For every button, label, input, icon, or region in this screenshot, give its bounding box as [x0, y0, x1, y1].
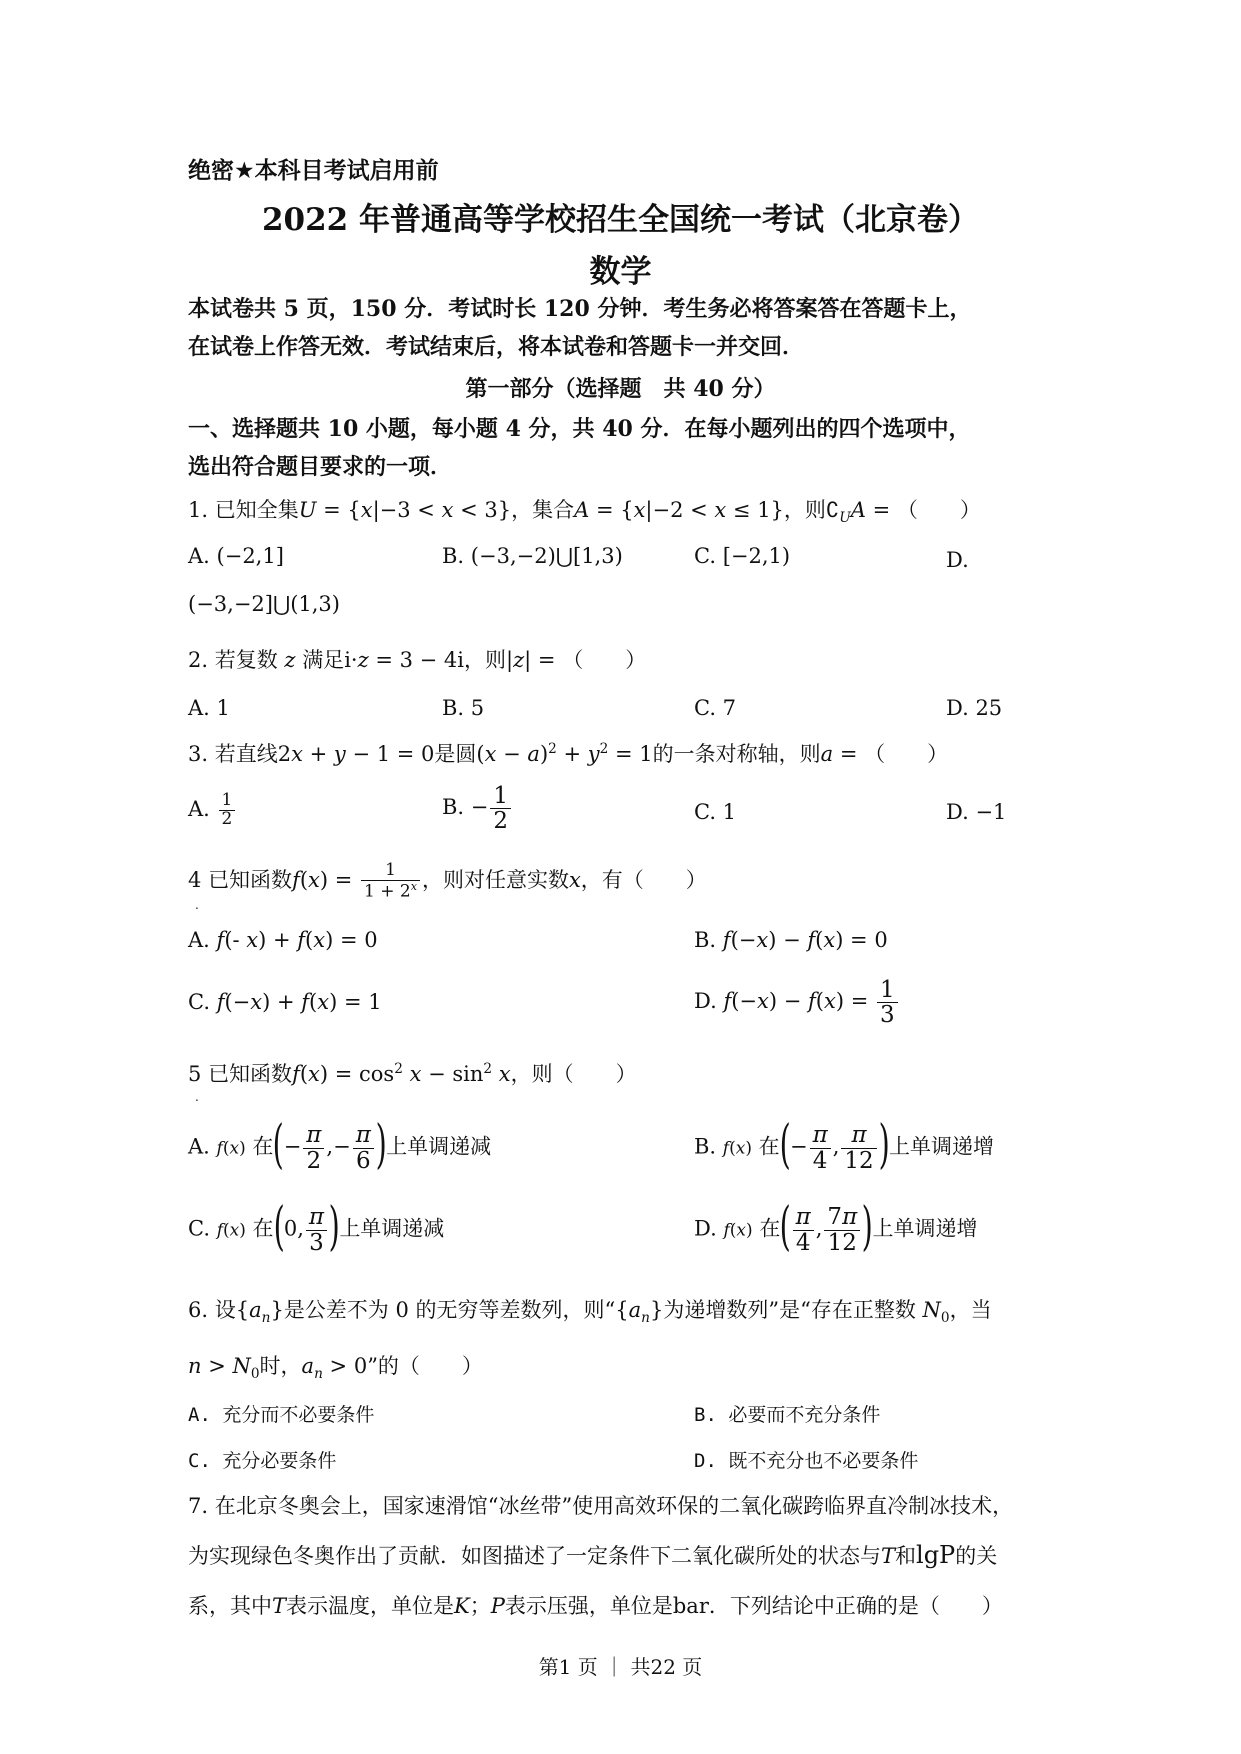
- question-6-line-2: [188, 1350, 483, 1382]
- instructions-line-2: 在试卷上作答无效．考试结束后，将本试卷和答题卡一并交回．: [188, 334, 805, 360]
- q6-n0: $N_0$: [922, 1298, 950, 1327]
- q1-set-a: A = {x|−2 < x ≤ 1}: [574, 498, 784, 522]
- q6-text-4: ，当: [949, 1298, 992, 1322]
- q2-text-3: ，则: [464, 648, 507, 672]
- q1-text-3: ，则: [783, 498, 826, 522]
- q6-text-3: 为递增数列”是“存在正整数: [663, 1298, 916, 1322]
- q4-option-d: [694, 978, 900, 1027]
- q4-option-b-value: f(−x) − f(x) = 0: [722, 928, 888, 952]
- q1-text-2: ，集合: [511, 498, 575, 522]
- question-1: [188, 494, 981, 526]
- q5-option-d-label: D.: [694, 1216, 717, 1241]
- q4-option-c-label: C.: [188, 990, 210, 1014]
- q4-number-dot: .: [195, 898, 199, 912]
- q6-text-6: ”的（ ）: [367, 1354, 483, 1378]
- q4-option-b: [694, 928, 888, 952]
- q7-text-3d: 表示压强，单位是: [504, 1594, 673, 1618]
- q5-option-a: A. f(x) 在(− $\frac{\pi}{2}$ ,− $\frac{\pi}{6}$ )上单调递减: [188, 1115, 492, 1175]
- question-7-line-3: [188, 1590, 1003, 1620]
- q3-option-b: B. − $\frac{1}{2}$: [442, 784, 513, 833]
- part-one-title: 第一部分（选择题 共 40 分）: [465, 376, 776, 402]
- q5-option-c-zai: 在: [252, 1216, 274, 1241]
- question-7-line-1: 7. 在北京冬奥会上，国家速滑馆“冰丝带”使用高效环保的二氧化碳跨临界直冷制冰技术，: [188, 1494, 1014, 1518]
- q6-text-5: 时，: [259, 1354, 302, 1378]
- q1-option-a-label: A.: [188, 544, 210, 568]
- q3-text-3: 的一条对称轴，则: [652, 742, 821, 766]
- instructions-line-1: 本试卷共 5 页，150 分．考试时长 120 分钟．考生务必将答案答在答题卡上，: [188, 296, 972, 322]
- q4-text-3: ，有（ ）: [580, 868, 707, 893]
- q7-T-2: T: [272, 1594, 287, 1618]
- q1-option-c-label: C.: [694, 544, 716, 568]
- q5-option-c-monotonic: 上单调递减: [339, 1216, 445, 1241]
- q4-option-c: [188, 990, 382, 1014]
- q5-option-c: C. f(x) 在(0, $\frac{\pi}{3}$ )上单调递减: [188, 1197, 445, 1257]
- q4-option-d-label: D.: [694, 989, 717, 1014]
- exam-title: 2022 年普通高等学校招生全国统一考试（北京卷）: [261, 202, 980, 238]
- q7-text-3b: 表示温度，单位是: [286, 1594, 455, 1618]
- question-6-line-1: [188, 1294, 992, 1326]
- q5-option-d-zai: 在: [759, 1216, 781, 1241]
- q2-option-d: D. 25: [946, 696, 1003, 720]
- q2-number: 2.: [188, 648, 209, 672]
- q5-option-d: D. f(x) 在( $\frac{\pi}{4}$ , $\frac{7\pi}{12}$ )上单调递增: [694, 1197, 978, 1257]
- q1-text-1: 已知全集: [214, 498, 299, 522]
- q7-text-2a: 为实现绿色冬奥作出了贡献．如图描述了一定条件下二氧化碳所处的状态与: [188, 1544, 881, 1568]
- q3-line-equation: 2x + y − 1 = 0: [277, 742, 435, 766]
- q2-modulus: |z| =: [506, 648, 563, 672]
- q1-universal-set: U = {x|−3 < x < 3}: [298, 498, 512, 522]
- q2-option-a: A. 1: [188, 696, 230, 720]
- q2-text-1: 若复数: [214, 648, 278, 672]
- q1-text-4: （ ）: [896, 498, 981, 522]
- q3-option-b-fraction: $\frac{1}{2}$: [490, 784, 511, 833]
- q1-option-b: [442, 544, 623, 568]
- question-3: [188, 738, 948, 768]
- q2-equation: i·z = 3 − 4i: [344, 648, 465, 672]
- subject-title: 数学: [589, 254, 652, 290]
- q4-option-a: [188, 928, 378, 952]
- section-instructions-line-2: 选出符合题目要求的一项．: [188, 454, 453, 480]
- q1-option-c: [694, 544, 790, 568]
- q4-option-b-label: B.: [694, 928, 717, 952]
- q4-text-1: 已知函数: [208, 868, 293, 893]
- q7-text-3e: ．下列结论中正确的是（ ）: [708, 1594, 1003, 1618]
- question-5: [188, 1058, 637, 1088]
- q1-option-b-label: B.: [442, 544, 465, 568]
- q7-text-2c: 的关: [955, 1544, 998, 1568]
- q1-option-d-value: (−3,−2]⋃(1,3): [188, 592, 340, 616]
- q6-option-b: B. 必要而不充分条件: [694, 1404, 881, 1426]
- q7-P: P: [490, 1594, 505, 1618]
- q7-T: T: [881, 1544, 896, 1568]
- q1-option-c-value: [−2,1): [722, 544, 791, 568]
- q4-option-a-value: f(- x) + f(x) = 0: [216, 928, 378, 952]
- q3-option-d: D. −1: [946, 800, 1007, 824]
- q5-option-a-zai: 在: [252, 1134, 274, 1159]
- q3-a-equals: a =: [820, 742, 865, 766]
- question-7-line-2: [188, 1540, 997, 1570]
- q4-option-a-label: A.: [188, 928, 210, 952]
- q3-option-c: C. 1: [694, 800, 737, 824]
- q5-option-b-monotonic: 上单调递增: [888, 1134, 994, 1159]
- q2-text-2: 满足: [302, 648, 345, 672]
- q3-option-a: [188, 792, 237, 829]
- q2-option-c: C. 7: [694, 696, 737, 720]
- q6-condition-n: $n > N_0$: [188, 1354, 260, 1383]
- q5-text-1: 已知函数: [208, 1062, 293, 1086]
- q7-lgP: lgP: [916, 1541, 956, 1569]
- q1-option-a: [188, 544, 284, 568]
- q4-function: f(x) = $\frac{1}{1 + 2^x}$: [292, 868, 422, 892]
- q5-text-2: ，则（ ）: [510, 1062, 637, 1086]
- q7-bar: bar: [672, 1594, 709, 1618]
- q6-option-c: C. 充分必要条件: [188, 1450, 337, 1472]
- q5-option-b: B. f(x) 在(− $\frac{\pi}{4}$ , $\frac{\pi}{12}$ )上单调递增: [694, 1115, 994, 1175]
- q1-option-b-value: (−3,−2)⋃[1,3): [470, 544, 623, 568]
- q5-number: 5: [188, 1062, 202, 1086]
- q3-text-2: 是圆: [434, 742, 477, 766]
- question-2: 2. 若复数 z 满足i·z = 3 − 4i，则|z| = （ ）: [188, 648, 647, 672]
- q6-number: 6.: [188, 1298, 209, 1322]
- q7-K: K: [454, 1594, 470, 1618]
- q3-number: 3.: [188, 742, 209, 766]
- q6-condition-an: $a_n > 0$: [301, 1354, 368, 1383]
- q1-option-d-label: D.: [946, 548, 969, 572]
- q4-option-c-value: f(−x) + f(x) = 1: [216, 990, 382, 1014]
- q1-option-a-value: (−2,1]: [216, 544, 284, 568]
- q3-option-a-fraction: $\frac{1}{2}$: [219, 792, 236, 829]
- q6-option-d: D. 既不充分也不必要条件: [694, 1450, 919, 1472]
- q6-option-a: A. 充分而不必要条件: [188, 1404, 375, 1426]
- q6-sequence: $\{a_n\}$: [235, 1298, 284, 1327]
- q3-text-1: 若直线: [214, 742, 278, 766]
- q5-option-c-label: C.: [188, 1216, 210, 1241]
- q5-option-b-label: B.: [694, 1134, 717, 1159]
- q4-text-2: ，则对任意实数: [421, 868, 569, 893]
- q1-complement: $∁_UA$ =: [825, 498, 897, 527]
- page-footer: 第1 页 ｜ 共22 页: [538, 1655, 703, 1679]
- q6-text-2: 是公差不为 0 的无穷等差数列，则“: [283, 1298, 616, 1322]
- q4-option-d-value: f(−x) − f(x) = $\frac{1}{3}$: [723, 989, 899, 1013]
- q5-function: $f(x) = \cos^2 x - \sin^2 x$: [292, 1061, 511, 1086]
- q6-sequence-2: $\{a_n\}$: [615, 1298, 664, 1327]
- q5-number-dot: .: [195, 1090, 199, 1104]
- q5-option-a-monotonic: 上单调递减: [386, 1134, 492, 1159]
- q5-option-d-monotonic: 上单调递增: [872, 1216, 978, 1241]
- secret-label: 绝密★本科目考试启用前: [188, 158, 439, 184]
- q7-text-3a: 系，其中: [188, 1594, 272, 1618]
- section-instructions-line-1: 一、选择题共 10 小题，每小题 4 分，共 40 分．在每小题列出的四个选项中，: [188, 416, 971, 442]
- q3-text-4: （ ）: [864, 742, 949, 766]
- q7-text-3c: ；: [469, 1594, 491, 1618]
- question-4: 4 已知函数f(x) = $\frac{1}{1 + 2^x}$ ，则对任意实数x，有（ ）: [188, 860, 707, 902]
- q4-number: 4: [188, 868, 202, 893]
- q1-number: 1.: [188, 498, 209, 522]
- q5-option-a-label: A.: [188, 1134, 210, 1159]
- q2-option-b: B. 5: [442, 696, 485, 720]
- q3-circle-equation: $(x - a)^2 + y^2 = 1$: [476, 741, 653, 766]
- q6-text-1: 设: [214, 1298, 236, 1322]
- q7-text-2b: 和: [895, 1544, 917, 1568]
- q3-option-b-label: B.: [442, 795, 465, 820]
- q2-text-4: （ ）: [562, 648, 647, 672]
- q5-option-b-zai: 在: [758, 1134, 780, 1159]
- q3-option-a-label: A.: [188, 796, 210, 821]
